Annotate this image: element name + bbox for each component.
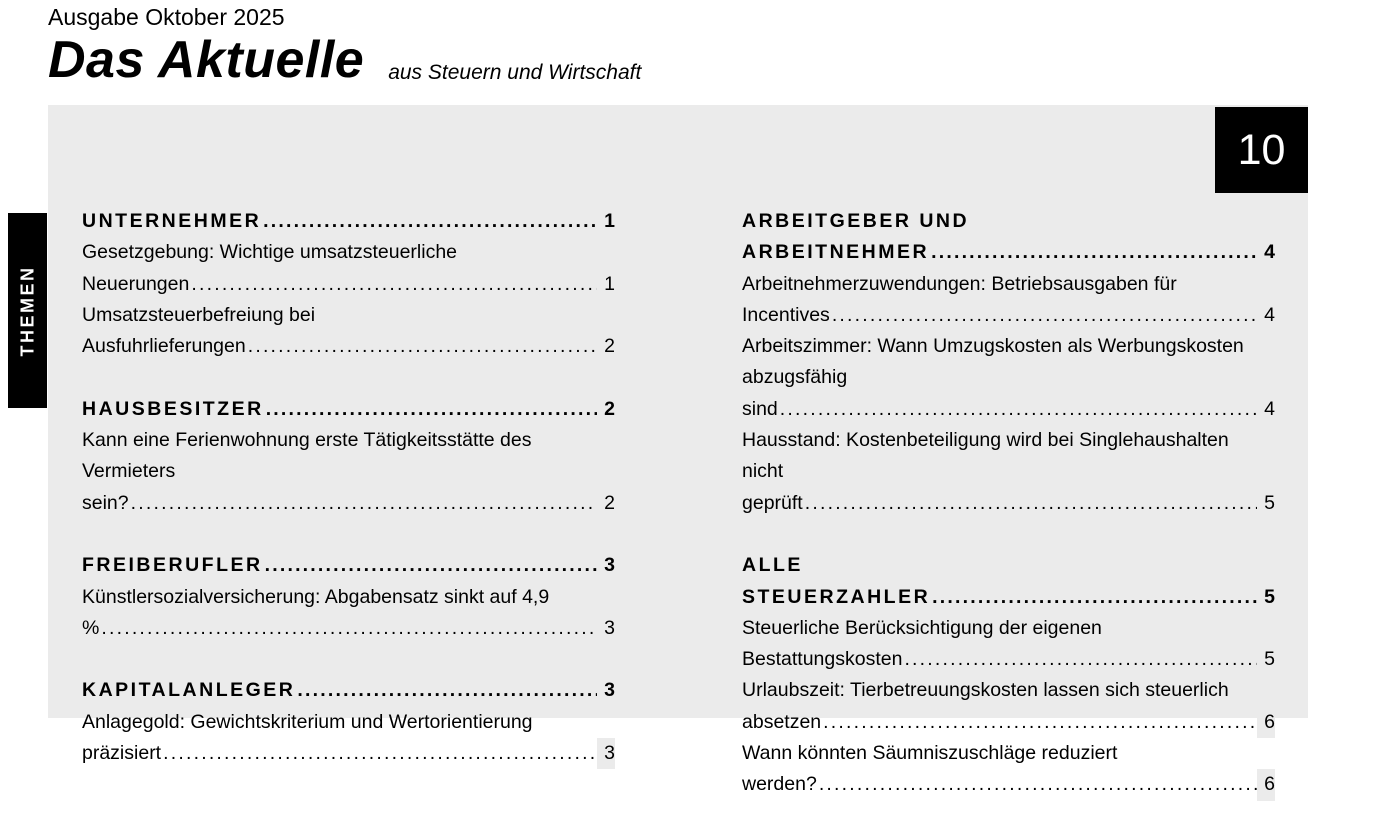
toc-section — [82, 394, 615, 519]
page-ref: 1 — [597, 269, 615, 300]
toc-section-heading-text: HAUSBESITZER — [82, 397, 264, 420]
toc-entry — [82, 707, 615, 770]
newsletter-masthead — [48, 30, 641, 90]
toc-entry-text: Wann könnten Säumniszuschläge reduziert werden? — [742, 742, 1118, 796]
themen-tab-label: THEMEN — [17, 265, 37, 356]
newsletter-subtitle: aus Steuern und Wirtschaft — [388, 61, 642, 84]
page-ref: 5 — [1257, 488, 1275, 519]
toc-entry-text: Urlaubszeit: Tierbetreuungskosten lassen sich steuerlich absetzen — [742, 679, 1229, 733]
page-ref: 1 — [597, 206, 615, 237]
toc-entry-text: Umsatzsteuerbefreiung bei Ausfuhrlieferungen — [82, 303, 316, 358]
page-ref: 3 — [597, 675, 615, 706]
dot-leader — [261, 210, 615, 232]
page-number-badge: 10 — [1215, 107, 1308, 193]
toc-entry — [742, 738, 1275, 801]
toc-section — [82, 675, 615, 769]
page-ref: 3 — [597, 613, 615, 644]
page-ref: 4 — [1257, 300, 1275, 331]
page-ref: 3 — [597, 738, 615, 769]
toc-entry — [742, 613, 1275, 676]
toc-section — [82, 206, 615, 362]
toc-section-heading-text: ALLE STEUERZAHLER — [742, 554, 931, 608]
toc-section-heading-text: FREIBERUFLER — [82, 554, 263, 577]
toc-entry — [82, 237, 615, 300]
toc-section-heading — [82, 550, 615, 581]
toc-section-heading — [82, 675, 615, 706]
toc-entry — [82, 582, 615, 645]
toc-section-heading-text: KAPITALANLEGER — [82, 679, 296, 702]
toc-section — [742, 206, 1275, 519]
toc-column-left — [82, 206, 615, 801]
toc-entry — [82, 300, 615, 363]
toc-section-heading — [742, 206, 1275, 269]
dot-leader — [830, 304, 1275, 326]
toc-section — [742, 550, 1275, 800]
page-ref: 2 — [597, 331, 615, 362]
toc-entry — [82, 425, 615, 519]
toc-section-heading — [742, 550, 1275, 613]
page-ref: 5 — [1257, 644, 1275, 675]
page-ref: 6 — [1257, 707, 1275, 738]
dot-leader — [902, 648, 1275, 670]
dot-leader — [263, 554, 615, 576]
dot-leader — [295, 679, 615, 701]
toc-column-right — [742, 206, 1275, 832]
themen-side-tab — [8, 213, 47, 408]
toc-entry-text: Hausstand: Kostenbeteiligung wird bei Singlehaushalten nicht geprüft — [742, 429, 1229, 514]
dot-leader — [817, 773, 1275, 795]
dot-leader — [264, 398, 615, 420]
page-ref: 4 — [1257, 394, 1275, 425]
dot-leader — [99, 617, 615, 639]
page-ref: 4 — [1257, 237, 1275, 268]
toc-entry-text: Steuerliche Berücksichtigung der eigenen Bestattungskosten — [742, 616, 1102, 671]
page-ref: 6 — [1257, 769, 1275, 800]
toc-entry-text: Arbeitszimmer: Wann Umzugskosten als Werbungskosten abzugsfähig sind — [742, 335, 1244, 420]
page-ref: 3 — [597, 550, 615, 581]
toc-entry-text: Arbeitnehmerzuwendungen: Betriebsausgaben für Incentives — [742, 272, 1177, 326]
dot-leader — [803, 492, 1275, 514]
toc-entry-text: Gesetzgebung: Wichtige umsatzsteuerliche Neuerungen — [82, 241, 458, 295]
toc-section-heading-text: UNTERNEHMER — [82, 210, 262, 232]
toc-section-heading — [82, 206, 615, 237]
toc-entry — [742, 269, 1275, 332]
toc-section-heading — [82, 394, 615, 425]
dot-leader — [246, 335, 615, 357]
contents-panel — [48, 105, 1308, 796]
toc-section-heading-text: ARBEITGEBER UND ARBEITNEHMER — [742, 210, 970, 264]
newsletter-title: Das Aktuelle — [48, 31, 365, 89]
dot-leader — [189, 273, 615, 295]
toc-entry — [742, 331, 1275, 425]
dot-leader — [161, 742, 615, 764]
toc-entry — [742, 425, 1275, 519]
dot-leader — [821, 711, 1275, 733]
dot-leader — [930, 586, 1275, 608]
dot-leader — [129, 492, 615, 514]
dot-leader — [778, 398, 1275, 420]
toc-entry — [742, 675, 1275, 738]
page-ref: 2 — [597, 394, 615, 425]
page-ref: 2 — [597, 488, 615, 519]
toc-entry-text: Künstlersozialversicherung: Abgabensatz sinkt auf 4,9 % — [82, 585, 550, 639]
toc-section — [82, 550, 615, 644]
toc-entry-text: Anlagegold: Gewichtskriterium und Wertorientierung präzisiert — [82, 710, 533, 765]
toc-entry-text: Kann eine Ferienwohnung erste Tätigkeitsstätte des Vermieters sein? — [82, 429, 532, 514]
page-ref: 5 — [1257, 582, 1275, 613]
dot-leader — [929, 241, 1275, 263]
issue-line: Ausgabe Oktober 2025 — [48, 4, 285, 30]
